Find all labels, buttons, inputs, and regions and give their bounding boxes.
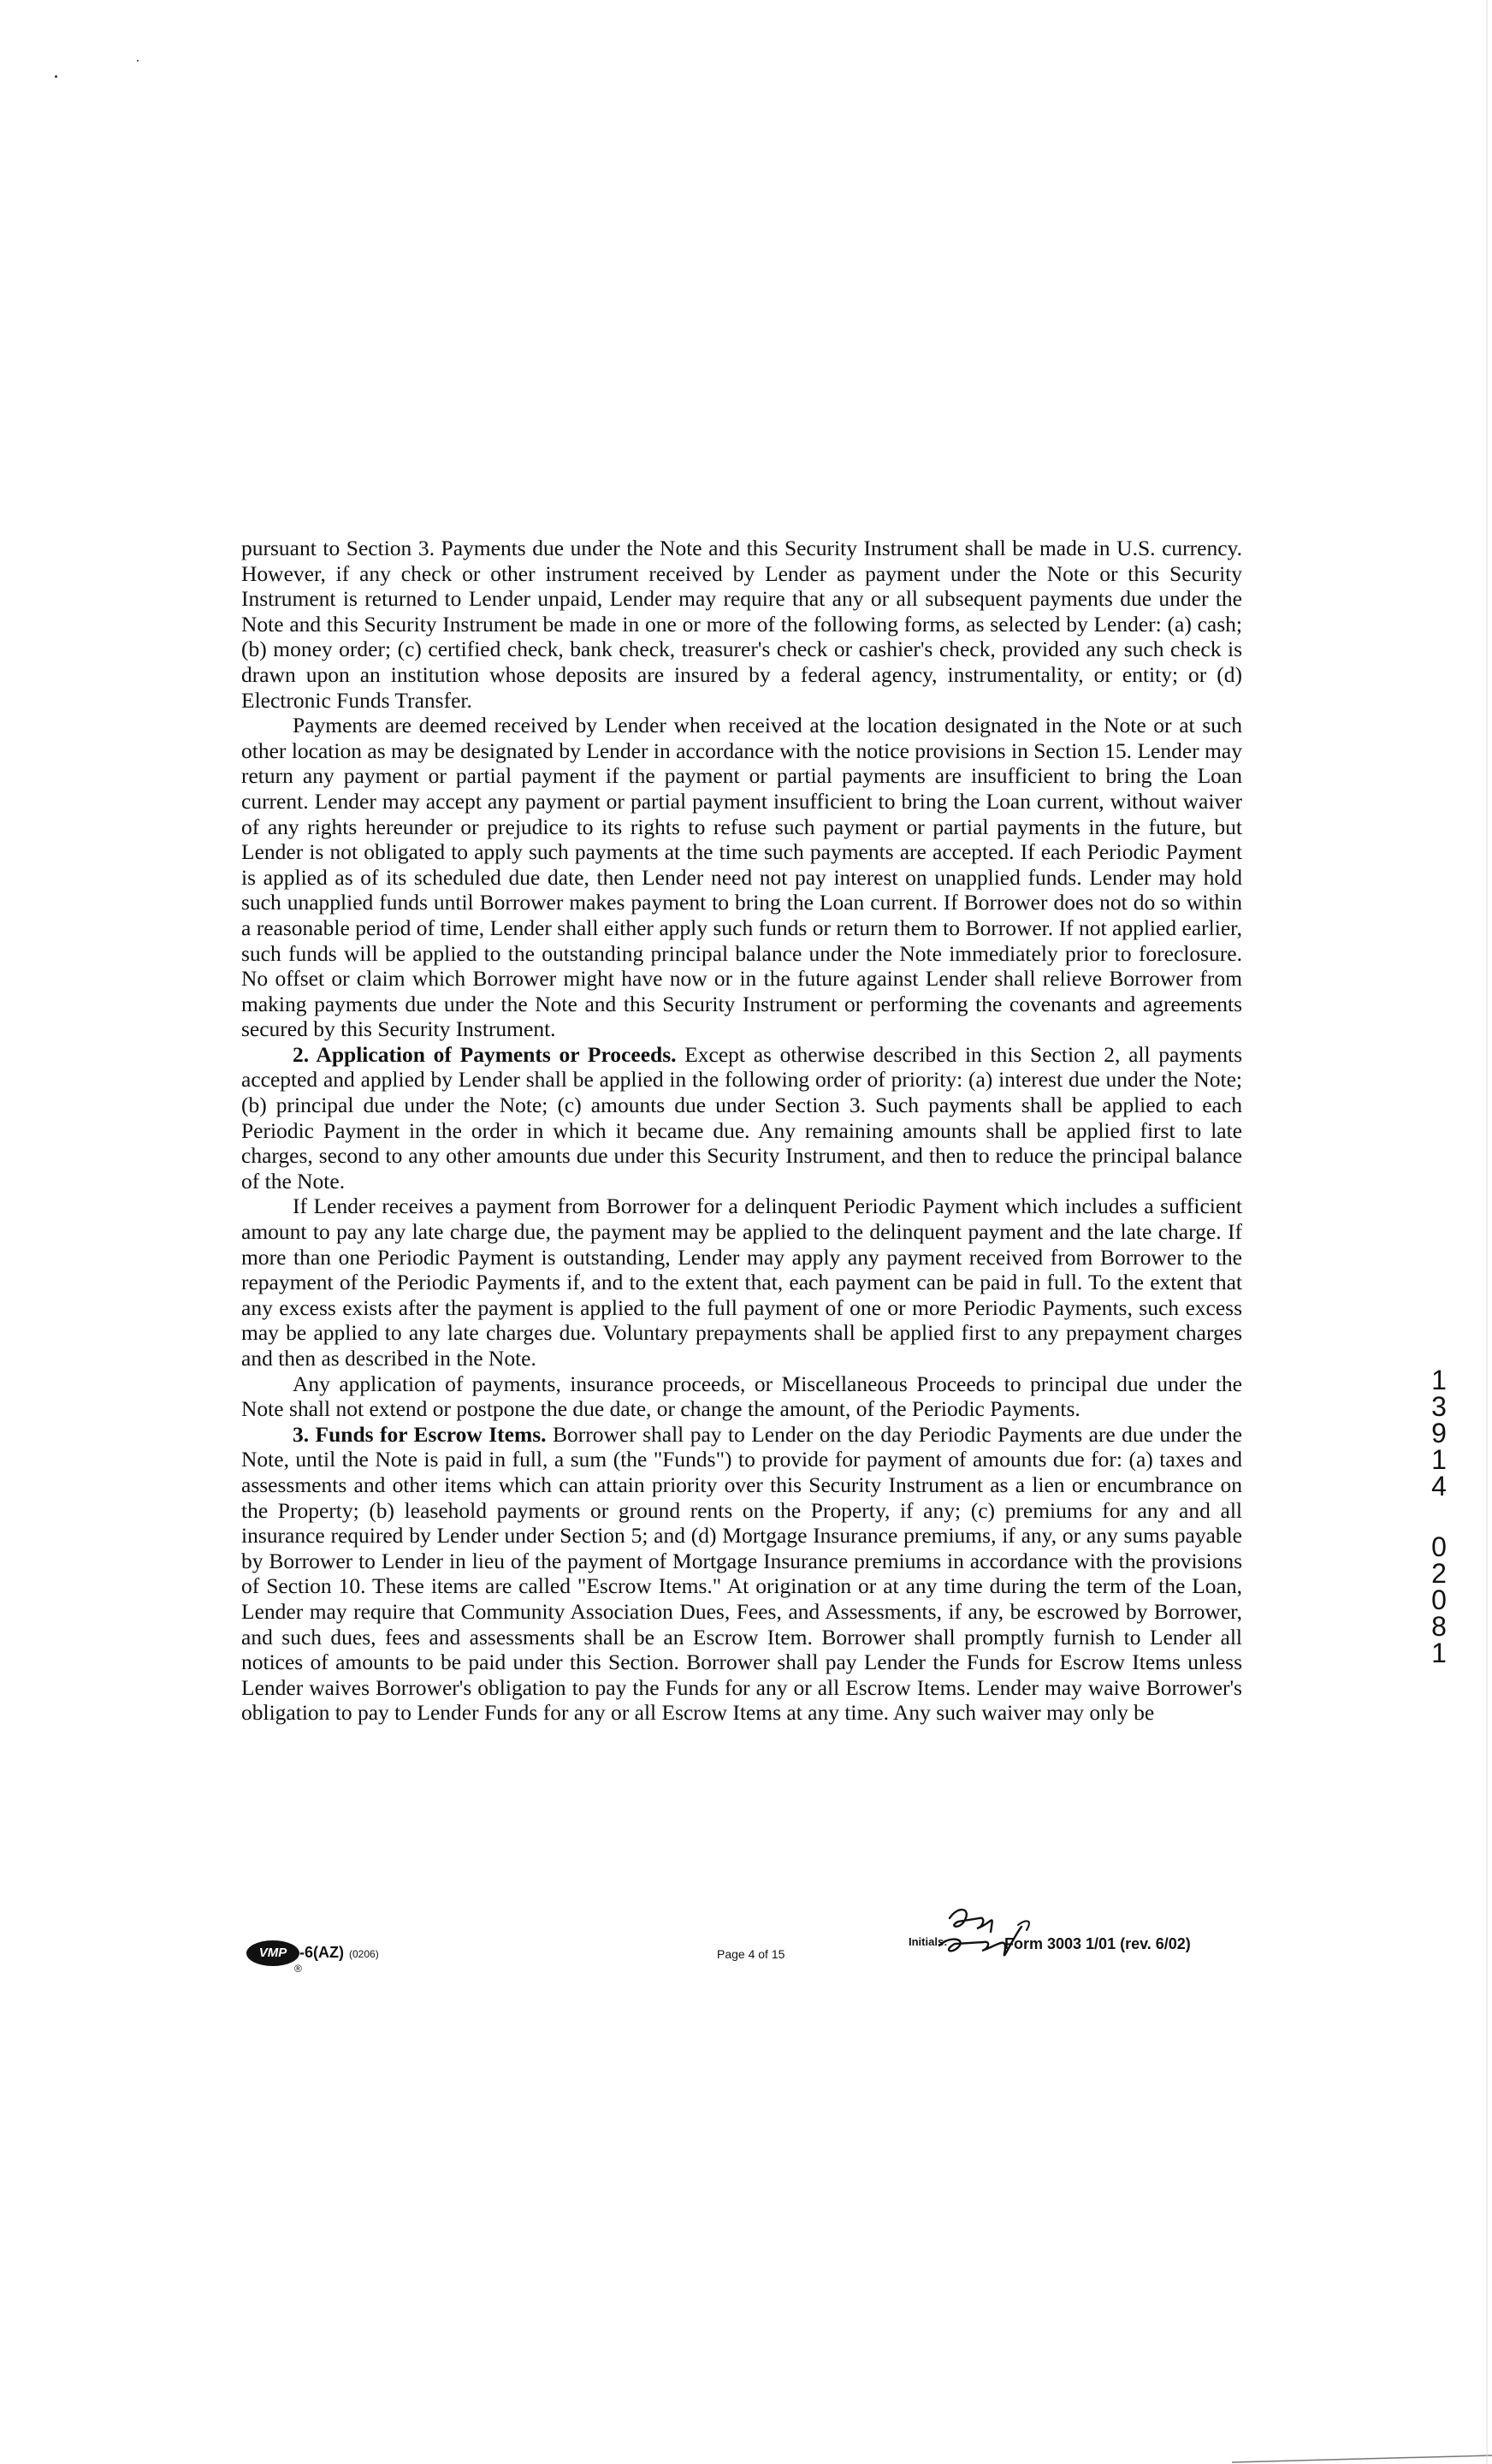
stamp-digit: 9 bbox=[1431, 1418, 1447, 1448]
stamp-digit: 1 bbox=[1431, 1444, 1447, 1475]
paragraph bbox=[241, 1371, 1242, 1422]
document-body bbox=[241, 536, 1242, 1726]
paragraph-text: Any application of payments, insurance proceeds, or Miscellaneous Proceeds to principal due under the Note shall not extend or postpone the due date, or change the amount, of the Periodic Payments. bbox=[241, 1371, 1242, 1422]
scan-edge-line bbox=[1232, 2396, 1492, 2464]
stamp-digit: 4 bbox=[1431, 1471, 1447, 1502]
section-heading: 2. Application of Payments or Proceeds. bbox=[293, 1041, 677, 1067]
page-number: Page 4 of 15 bbox=[717, 1947, 785, 1961]
paragraph-text: Payments are deemed received by Lender when received at the location designated in the Note or at such other location as may be designated by Lender in accordance with the notice provisions in Section 15. Lender may return any payment or partial payment if the payment or partial payments are insufficient to bring the Loan current. Lender may accept any payment or partial payment insufficient to bring the Loan current, without waiver of any rights hereunder or prejudice to its rights to refuse such payment or partial payments in the future, but Lender is not obligated to apply such payments at the time such payments are accepted. If each Periodic Payment is applied as of its scheduled due date, then Lender need not pay interest on unapplied funds. Lender may hold such unapplied funds until Borrower makes payment to bring the Loan current. If Borrower does not do so within a reasonable period of time, Lender shall either apply such funds or return them to Borrower. If not applied earlier, such funds will be applied to the outstanding principal balance under the Note immediately prior to foreclosure. No offset or claim which Borrower might have now or in the future against Lender shall relieve Borrower from making payments due under the Note and this Security Instrument or performing the covenants and agreements secured by this Security Instrument. bbox=[241, 713, 1242, 1042]
scan-edge-line bbox=[1480, 0, 1492, 2464]
section-3-paragraph bbox=[241, 1422, 1242, 1726]
paragraph bbox=[241, 536, 1242, 713]
initials-label: Initials: bbox=[909, 1935, 948, 1948]
stamp-digit: 1 bbox=[1431, 1365, 1447, 1395]
form-code bbox=[299, 1944, 379, 1962]
registered-mark: ® bbox=[294, 1963, 302, 1975]
paragraph-text: pursuant to Section 3. Payments due under the Note and this Security Instrument shall be made in U.S. currency. However, if any check or other instrument received by Lender as payment under the Note or this Security Instrument is returned to Lender unpaid, Lender may require that any or all subsequent payments due under the Note and this Security Instrument be made in one or more of the following forms, as selected by Lender: (a) cash; (b) money order; (c) certified check, bank check, treasurer's check or cashier's check, provided any such check is drawn upon an institution whose deposits are insured by a federal agency, instrumentality, or entity; or (d) Electronic Funds Transfer. bbox=[241, 536, 1242, 713]
vmp-logo: VMP bbox=[246, 1940, 299, 1966]
stamp-digit: 0 bbox=[1431, 1584, 1447, 1615]
form-number: Form 3003 1/01 (rev. 6/02) bbox=[1004, 1935, 1191, 1952]
stamp-digit: 8 bbox=[1431, 1611, 1447, 1642]
paragraph-text: Borrower shall pay to Lender on the day Periodic Payments are due under the Note, until the Note is paid in full, a sum (the "Funds") to provide for payment of amounts due for: (a) taxes and assessments and other items which can attain priority over this Security Instrument as a lien or encumbrance on the Property; (b) leasehold payments or ground rents on the Property, if any; (c) premiums for any and all insurance required by Lender under Section 5; and (d) Mortgage Insurance premiums, if any, or any sums payable by Borrower to Lender in lieu of the payment of Mortgage Insurance premiums in accordance with the provisions of Section 10. These items are called "Escrow Items." At origination or at any time during the term of the Loan, Lender may require that Community Association Dues, Fees, and Assessments, if any, be escrowed by Borrower, and such dues, fees and assessments shall be an Escrow Item. Borrower shall promptly furnish to Lender all notices of amounts to be paid under this Section. Borrower shall pay Lender the Funds for Escrow Items unless Lender waives Borrower's obligation to pay the Funds for any or all Escrow Items. Lender may waive Borrower's obligation to pay to Lender Funds for any or all Escrow Items at any time. Any such waiver may only be bbox=[241, 1421, 1243, 1726]
form-code-main: -6(AZ) bbox=[299, 1944, 344, 1961]
stamp-digit: 1 bbox=[1431, 1638, 1447, 1668]
section-2-paragraph bbox=[241, 1042, 1242, 1194]
stamp-digit: 3 bbox=[1431, 1391, 1447, 1422]
paragraph-text: Except as otherwise described in this Section 2, all payments accepted and applied by Lender shall be applied in the following order of priority: (a) interest due under the Note; (b) principal due under the Note; (c) amounts due under Section 3. Such payments shall be applied to each Periodic Payment in the order in which it became due. Any remaining amounts shall be applied first to late charges, second to any other amounts due under this Security Instrument, and then to reduce the principal balance of the Note. bbox=[241, 1041, 1242, 1194]
paragraph-text: If Lender receives a payment from Borrower for a delinquent Periodic Payment which includes a sufficient amount to pay any late charge due, the payment may be applied to the delinquent payment and the late charge. If more than one Periodic Payment is outstanding, Lender may apply any payment received from Borrower to the repayment of the Periodic Payments if, and to the extent that, each payment can be paid in full. To the extent that any excess exists after the payment is applied to the full payment of one or more Periodic Payments, such excess may be applied to any late charges due. Voluntary prepayments shall be applied first to any prepayment charges and then as described in the Note. bbox=[241, 1194, 1242, 1371]
paragraph bbox=[241, 1194, 1242, 1371]
stamp-digit: 0 bbox=[1431, 1531, 1447, 1562]
scan-speck bbox=[137, 60, 139, 62]
form-code-suffix: (0206) bbox=[349, 1948, 379, 1960]
scan-speck bbox=[55, 75, 57, 78]
stamp-digit: 2 bbox=[1431, 1558, 1447, 1589]
recording-number-stamp bbox=[1422, 1367, 1456, 1667]
paragraph bbox=[241, 713, 1242, 1042]
section-heading: 3. Funds for Escrow Items. bbox=[293, 1421, 547, 1447]
